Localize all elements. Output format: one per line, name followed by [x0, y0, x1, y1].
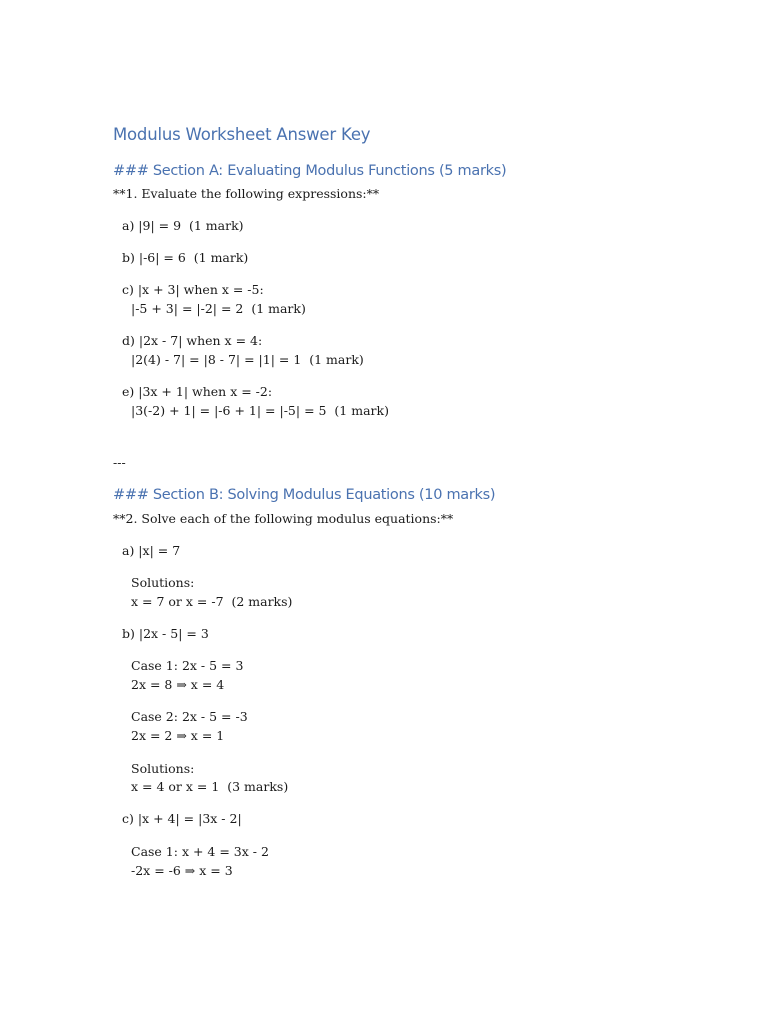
answer-line: c) |x + 4| = |3x - 2|	[122, 811, 242, 826]
section-b-heading: ### Section B: Solving Modulus Equations (10 marks)	[113, 487, 496, 503]
answer-line: a) |x| = 7	[122, 543, 181, 558]
answer-working-line: Solutions:	[131, 761, 195, 776]
answer-line: b) |-6| = 6 (1 mark)	[122, 250, 249, 265]
section-a-prompt: **1. Evaluate the following expressions:**	[113, 186, 380, 201]
answer-working-line: |2(4) - 7| = |8 - 7| = |1| = 1 (1 mark)	[131, 352, 364, 367]
answer-working-line: |3(-2) + 1| = |-6 + 1| = |-5| = 5 (1 mark)	[131, 403, 389, 418]
answer-working-line: -2x = -6 ⇒ x = 3	[131, 863, 233, 878]
answer-working-line: Case 1: 2x - 5 = 3	[131, 658, 244, 673]
section-separator: ---	[113, 455, 126, 470]
answer-working-line: Solutions:	[131, 575, 195, 590]
answer-line: a) |9| = 9 (1 mark)	[122, 218, 244, 233]
answer-working-line: x = 7 or x = -7 (2 marks)	[131, 594, 293, 609]
answer-working-line: Case 1: x + 4 = 3x - 2	[131, 844, 269, 859]
section-a-heading: ### Section A: Evaluating Modulus Functions (5 marks)	[113, 163, 507, 179]
answer-line: b) |2x - 5| = 3	[122, 626, 209, 641]
answer-working-line: x = 4 or x = 1 (3 marks)	[131, 779, 289, 794]
answer-working-line: |-5 + 3| = |-2| = 2 (1 mark)	[131, 301, 306, 316]
answer-line: c) |x + 3| when x = -5:	[122, 282, 264, 297]
section-b-prompt: **2. Solve each of the following modulus equations:**	[113, 511, 454, 526]
answer-working-line: Case 2: 2x - 5 = -3	[131, 709, 248, 724]
answer-line: d) |2x - 7| when x = 4:	[122, 333, 263, 348]
answer-working-line: 2x = 2 ⇒ x = 1	[131, 728, 225, 743]
answer-line: e) |3x + 1| when x = -2:	[122, 384, 273, 399]
document-title: Modulus Worksheet Answer Key	[113, 125, 371, 144]
answer-working-line: 2x = 8 ⇒ x = 4	[131, 677, 225, 692]
